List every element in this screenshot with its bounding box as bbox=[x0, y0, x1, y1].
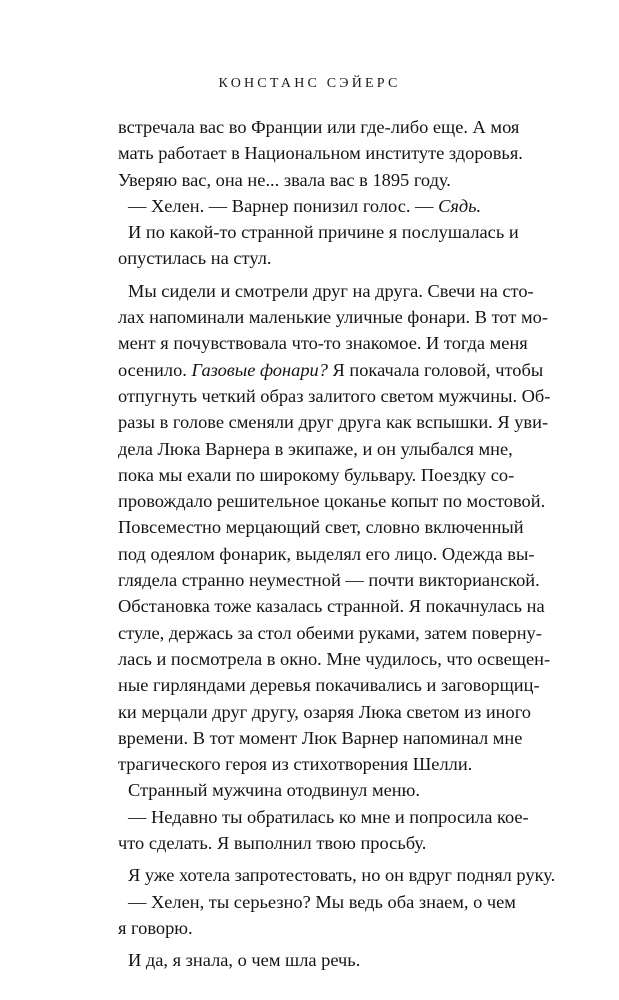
text-line: встречала вас во Франции или где-либо еще. А моя bbox=[118, 117, 520, 137]
text-line: — Недавно ты обратилась ко мне и попросила кое- bbox=[128, 806, 529, 827]
text-line: Уверяю вас, она не... звала вас в 1895 году. bbox=[118, 169, 451, 190]
paragraph bbox=[118, 219, 519, 272]
text-line: лась и посмотрела в окно. Мне чудилось, что освещен- bbox=[118, 648, 551, 669]
text-line: отпугнуть четкий образ залитого светом мужчины. Об- bbox=[118, 385, 551, 406]
paragraph bbox=[118, 777, 512, 803]
italic-fragment: Газовые фонари? bbox=[191, 359, 328, 380]
text-line: что сделать. Я выполнил твою просьбу. bbox=[118, 833, 427, 854]
text-line: ки мерцали друг другу, озаряя Люка светом из иного bbox=[118, 701, 531, 722]
text-line: И да, я знала, о чем шла речь. bbox=[128, 950, 361, 971]
text-line: Обстановка тоже казалась странной. Я покачнулась на bbox=[118, 596, 545, 617]
text-line: пока мы ехали по широкому бульвару. Поездку со- bbox=[118, 464, 515, 485]
paragraph bbox=[118, 862, 556, 888]
body-text bbox=[118, 114, 556, 974]
paragraph bbox=[118, 804, 529, 857]
paragraph bbox=[118, 947, 512, 973]
text-line: времени. В тот момент Люк Варнер напоминал мне bbox=[118, 727, 523, 748]
paragraph bbox=[118, 889, 516, 942]
text-line: провождало решительное цоканье копыт по мостовой. bbox=[118, 491, 546, 512]
text-line: — Хелен, ты серьезно? Мы ведь оба знаем, о чем bbox=[128, 891, 516, 912]
text-line: Повсеместно мерцающий свет, словно включенный bbox=[118, 517, 524, 538]
text-line: Странный мужчина отодвинул меню. bbox=[128, 780, 420, 801]
paragraph bbox=[118, 193, 512, 219]
text-fragment: Я покачала головой, чтобы bbox=[332, 359, 544, 380]
paragraph bbox=[118, 278, 551, 778]
text-line: опустилась на стул. bbox=[118, 248, 272, 269]
dialogue-italic: Сядь. bbox=[438, 195, 482, 216]
text-line: лах напоминали маленькие уличные фонари. В тот мо- bbox=[118, 307, 548, 328]
text-line: ные гирляндами деревья покачивались и заговорщиц- bbox=[118, 675, 540, 696]
dialogue-text: — Хелен. — Варнер понизил голос. — bbox=[128, 195, 434, 216]
text-line: глядела странно неуместной — почти викторианской. bbox=[118, 570, 540, 591]
text-line: дела Люка Варнера в экипаже, и он улыбался мне, bbox=[118, 438, 513, 459]
text-line: трагического героя из стихотворения Шелли. bbox=[118, 754, 473, 775]
text-line: разы в голове сменяли друг друга как вспышки. Я уви- bbox=[118, 412, 549, 433]
running-head: КОНСТАНС СЭЙЕРС bbox=[218, 76, 401, 91]
text-fragment: осенило. bbox=[118, 359, 187, 380]
text-line: Я уже хотела запротестовать, но он вдруг поднял руку. bbox=[128, 865, 556, 886]
text-line: И по какой-то странной причине я послушалась и bbox=[128, 222, 519, 243]
paragraph bbox=[118, 114, 523, 193]
text-line: мент я почувствовала что-то знакомое. И тогда меня bbox=[118, 333, 528, 354]
text-line bbox=[118, 357, 544, 383]
text-line: я говорю. bbox=[118, 917, 193, 938]
text-line: мать работает в Национальном институте здоровья. bbox=[118, 143, 523, 164]
text-line: стуле, держась за стол обеими руками, затем поверну- bbox=[118, 622, 542, 643]
text-line: Мы сидели и смотрели друг на друга. Свечи на сто- bbox=[128, 280, 534, 301]
text-line bbox=[118, 193, 512, 219]
text-line: под одеялом фонарик, выделял его лицо. Одежда вы- bbox=[118, 543, 535, 564]
